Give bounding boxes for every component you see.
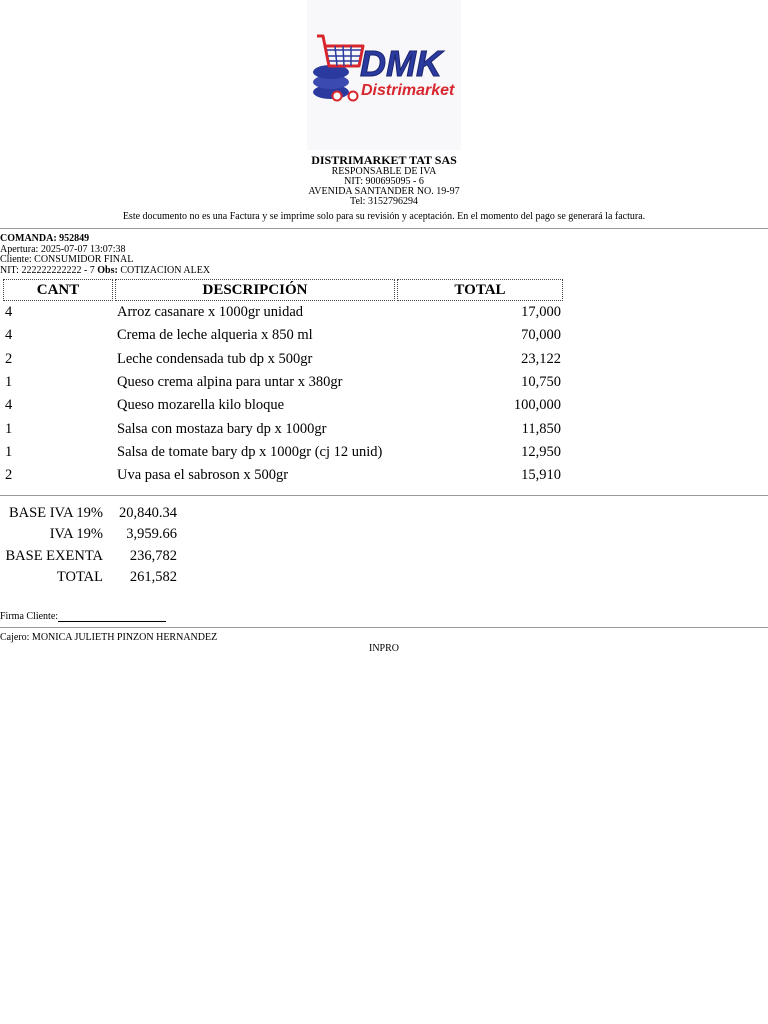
table-row bbox=[3, 324, 563, 347]
company-line: AVENIDA SANTANDER NO. 19-97 bbox=[308, 186, 460, 197]
row-total: 23,122 bbox=[521, 350, 561, 367]
row-total: 11,850 bbox=[521, 420, 561, 437]
totals-value: 20,840.34 bbox=[119, 505, 177, 522]
company-line: RESPONSABLE DE IVA bbox=[331, 166, 437, 177]
obs-value: COTIZACION ALEX bbox=[120, 265, 211, 276]
totals-value: 3,959.66 bbox=[126, 526, 177, 543]
totals-label: BASE IVA 19% bbox=[9, 505, 103, 522]
row-description: Queso mozarella kilo bloque bbox=[117, 397, 285, 414]
disclaimer-notice: Este documento no es una Factura y se imprime solo para su revisión y aceptación. En el momento del pago se generará la factura. bbox=[122, 211, 646, 222]
totals-row bbox=[0, 503, 180, 524]
divider bbox=[0, 228, 768, 229]
company-name: DISTRIMARKET TAT SAS bbox=[311, 153, 457, 167]
table-row bbox=[3, 301, 563, 324]
order-number bbox=[0, 234, 89, 245]
totals-row bbox=[0, 546, 180, 567]
row-description: Arroz casanare x 1000gr unidad bbox=[117, 304, 304, 321]
client-nit: NIT: 222222222222 - 7 bbox=[0, 265, 95, 276]
row-total: 70,000 bbox=[521, 327, 561, 344]
row-total: 10,750 bbox=[521, 374, 561, 391]
totals-value: 236,782 bbox=[129, 547, 177, 564]
logo-brand: DMK bbox=[360, 43, 442, 84]
row-total: 17,000 bbox=[521, 304, 561, 321]
company-line: Tel: 3152796294 bbox=[350, 196, 418, 207]
row-cant: 4 bbox=[5, 304, 13, 321]
table-row bbox=[3, 371, 563, 394]
divider bbox=[0, 627, 768, 628]
table-row bbox=[3, 464, 563, 487]
divider bbox=[0, 495, 768, 496]
totals-label: BASE EXENTA bbox=[5, 547, 103, 564]
shopping-cart-icon bbox=[313, 36, 363, 101]
row-cant: 4 bbox=[5, 327, 13, 344]
row-description: Leche condensada tub dp x 500gr bbox=[117, 350, 313, 367]
table-row bbox=[3, 348, 563, 371]
totals-row bbox=[0, 524, 180, 545]
table-row bbox=[3, 394, 563, 417]
signature-field bbox=[0, 611, 166, 622]
row-cant: 1 bbox=[5, 420, 13, 437]
table-row bbox=[3, 417, 563, 440]
logo-name: Distrimarket bbox=[361, 82, 455, 99]
totals-label: TOTAL bbox=[56, 569, 103, 586]
totals-table bbox=[0, 503, 180, 588]
comanda-label: COMANDA: bbox=[0, 233, 57, 244]
table-row bbox=[3, 441, 563, 464]
row-description: Salsa de tomate bary dp x 1000gr (cj 12 unid) bbox=[117, 443, 383, 460]
company-logo bbox=[307, 0, 461, 150]
cashier-name: Cajero: MONICA JULIETH PINZON HERNANDEZ bbox=[0, 632, 218, 643]
row-description: Queso crema alpina para untar x 380gr bbox=[117, 374, 343, 391]
header-cant: CANT bbox=[3, 279, 113, 301]
totals-label: IVA 19% bbox=[49, 526, 103, 543]
row-description: Crema de leche alqueria x 850 ml bbox=[117, 327, 313, 344]
row-total: 15,910 bbox=[521, 467, 561, 484]
row-cant: 4 bbox=[5, 397, 13, 414]
obs-label: Obs: bbox=[97, 265, 118, 276]
totals-row bbox=[0, 567, 180, 588]
opening-date: Apertura: 2025-07-07 13:07:38 bbox=[0, 244, 126, 255]
row-cant: 2 bbox=[5, 467, 13, 484]
signature-line bbox=[58, 621, 166, 622]
row-cant: 1 bbox=[5, 374, 13, 391]
table-header-row bbox=[3, 279, 563, 301]
items-table bbox=[1, 279, 565, 487]
row-description: Uva pasa el sabroson x 500gr bbox=[117, 467, 289, 484]
header-description: DESCRIPCIÓN bbox=[115, 279, 395, 301]
row-cant: 1 bbox=[5, 443, 13, 460]
client-nit-obs bbox=[0, 266, 210, 277]
totals-value: 261,582 bbox=[129, 569, 177, 586]
row-cant: 2 bbox=[5, 350, 13, 367]
row-total: 12,950 bbox=[521, 443, 561, 460]
footer-text: INPRO bbox=[368, 643, 399, 654]
row-description: Salsa con mostaza bary dp x 1000gr bbox=[117, 420, 327, 437]
signature-label: Firma Cliente: bbox=[0, 611, 59, 622]
company-details bbox=[0, 167, 768, 207]
client-name: Cliente: CONSUMIDOR FINAL bbox=[0, 254, 134, 265]
comanda-value: 952849 bbox=[59, 233, 90, 244]
row-total: 100,000 bbox=[513, 397, 561, 414]
header-total: TOTAL bbox=[397, 279, 563, 301]
company-line: NIT: 900695095 - 6 bbox=[344, 176, 424, 187]
